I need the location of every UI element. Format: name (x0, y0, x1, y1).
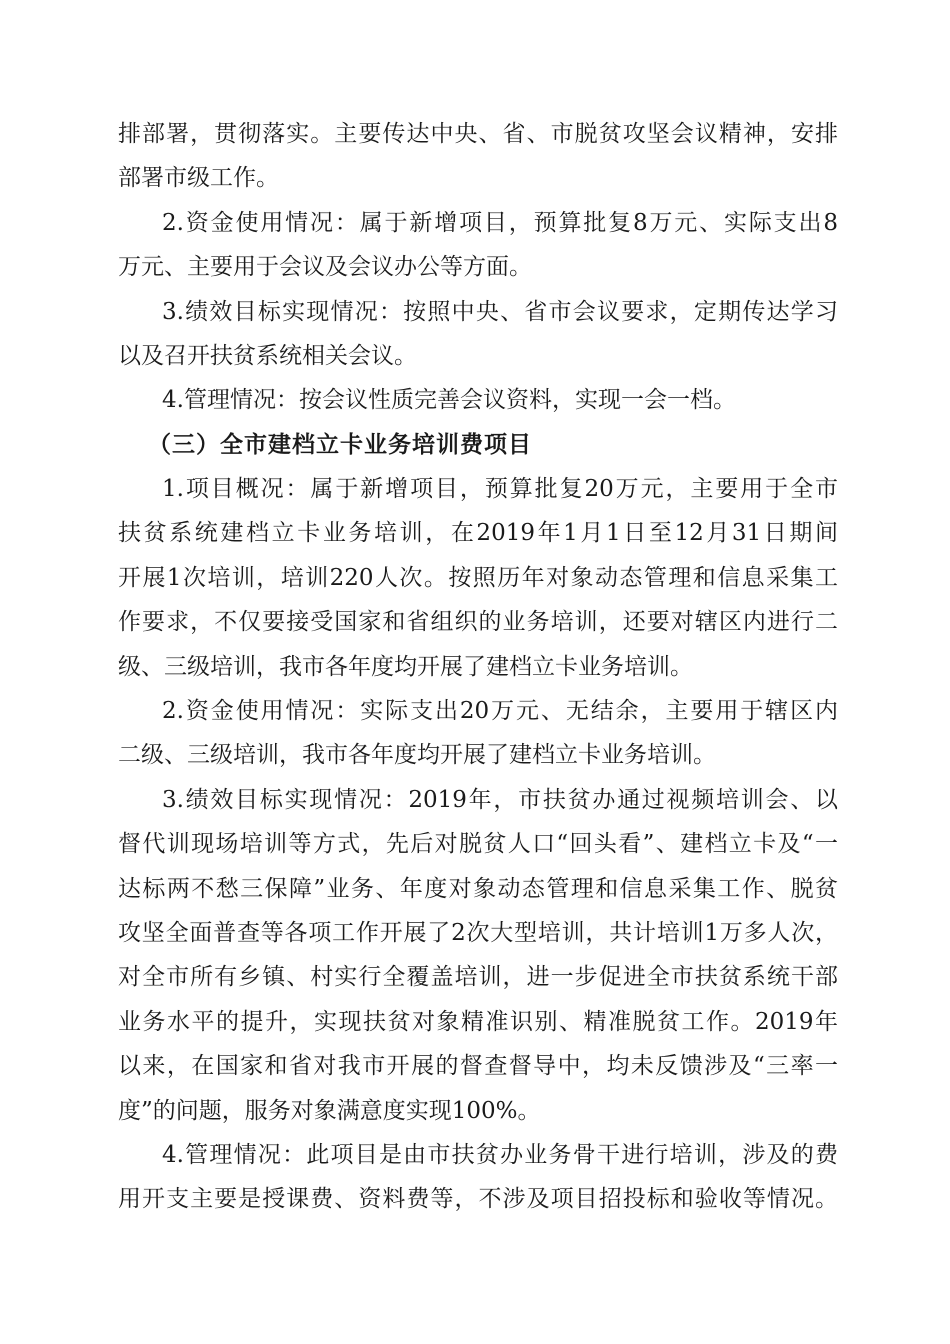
paragraph-line: 以及召开扶贫系统相关会议。 (118, 343, 417, 369)
paragraph-line: 度”的问题，服务对象满意度实现100%。 (118, 1098, 541, 1124)
paragraph-line: 督代训现场培训等方式，先后对脱贫人口“回头看”、建档立卡及“一 (118, 831, 838, 857)
paragraph-line: 万元、主要用于会议及会议办公等方面。 (118, 254, 532, 280)
paragraph-line: 1.项目概况：属于新增项目，预算批复20万元，主要用于全市 (162, 476, 838, 502)
paragraph-line: 4.管理情况：按会议性质完善会议资料，实现一会一档。 (162, 387, 736, 413)
paragraph-line: 2.资金使用情况：属于新增项目，预算批复8万元、实际支出8 (162, 210, 838, 236)
paragraph-line: 对全市所有乡镇、村实行全覆盖培训，进一步促进全市扶贫系统干部 (118, 964, 838, 990)
section-heading: （三）全市建档立卡业务培训费项目 (148, 432, 532, 458)
paragraph-line: 作要求，不仅要接受国家和省组织的业务培训，还要对辖区内进行二 (118, 609, 838, 635)
paragraph-line: 2.资金使用情况：实际支出20万元、无结余，主要用于辖区内 (162, 698, 838, 724)
paragraph-line: 二级、三级培训，我市各年度均开展了建档立卡业务培训。 (118, 742, 716, 768)
paragraph-line: 排部署，贯彻落实。主要传达中央、省、市脱贫攻坚会议精神，安排 (118, 121, 838, 147)
paragraph-line: 开展1次培训，培训220人次。按照历年对象动态管理和信息采集工 (118, 565, 838, 591)
paragraph-line: 级、三级培训，我市各年度均开展了建档立卡业务培训。 (118, 654, 693, 680)
paragraph-line: 4.管理情况：此项目是由市扶贫办业务骨干进行培训，涉及的费 (162, 1142, 838, 1168)
paragraph-line: 用开支主要是授课费、资料费等，不涉及项目招投标和验收等情况。 (118, 1186, 838, 1212)
paragraph-line: 以来，在国家和省对我市开展的督查督导中，均未反馈涉及“三率一 (118, 1053, 838, 1079)
paragraph-line: 3.绩效目标实现情况：2019年，市扶贫办通过视频培训会、以 (162, 787, 838, 813)
paragraph-line: 业务水平的提升，实现扶贫对象精准识别、精准脱贫工作。2019年 (118, 1009, 838, 1035)
paragraph-line: 攻坚全面普查等各项工作开展了2次大型培训，共计培训1万多人次， (118, 920, 838, 946)
paragraph-line: 扶贫系统建档立卡业务培训，在2019年1月1日至12月31日期间 (118, 520, 838, 546)
paragraph-line: 部署市级工作。 (118, 165, 279, 191)
paragraph-line: 3.绩效目标实现情况：按照中央、省市会议要求，定期传达学习 (162, 299, 838, 325)
paragraph-line: 达标两不愁三保障”业务、年度对象动态管理和信息采集工作、脱贫 (118, 876, 838, 902)
